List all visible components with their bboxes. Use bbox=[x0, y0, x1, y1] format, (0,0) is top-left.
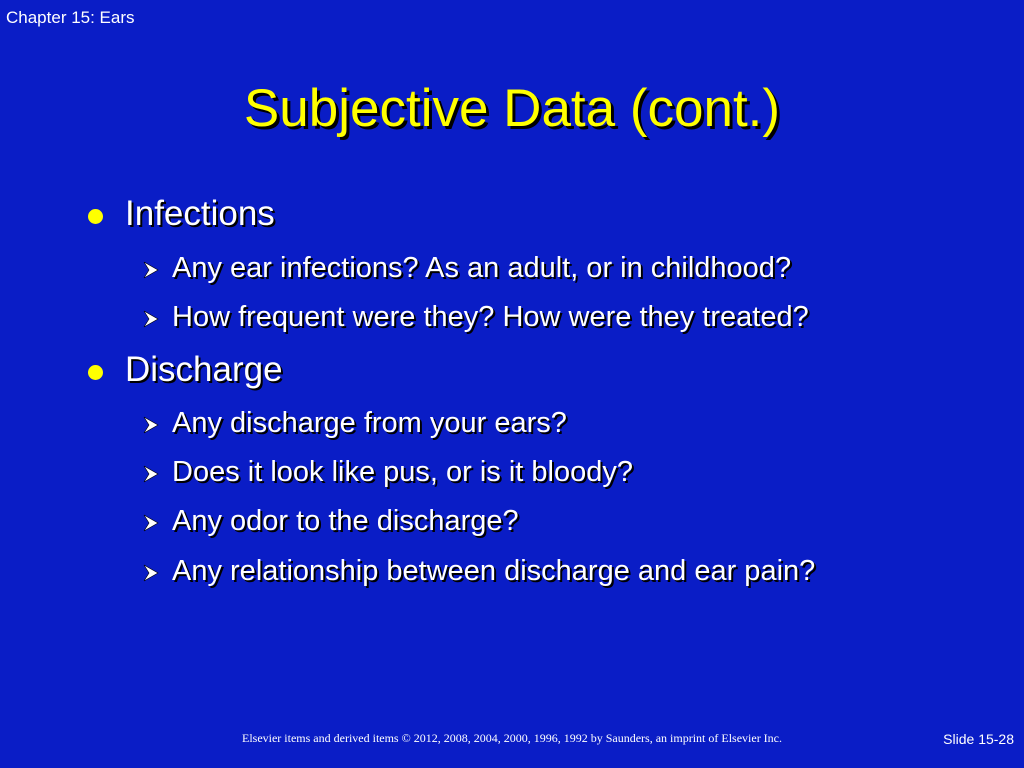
slide-title: Subjective Data (cont.) bbox=[243, 79, 781, 138]
chapter-label: Chapter 15: Ears bbox=[6, 8, 135, 27]
bullet-dot-icon bbox=[88, 209, 103, 224]
arrowhead-bullet-icon bbox=[140, 562, 162, 584]
sub-bullet bbox=[140, 503, 519, 539]
sub-bullet bbox=[140, 250, 791, 286]
arrowhead-bullet-icon bbox=[140, 414, 162, 436]
sub-bullet bbox=[140, 553, 815, 589]
arrowhead-bullet-icon bbox=[140, 512, 162, 534]
arrowhead-bullet-icon bbox=[140, 463, 162, 485]
arrowhead-bullet-icon bbox=[140, 308, 162, 330]
sub-bullet-text: Any discharge from your ears? bbox=[172, 406, 567, 439]
copyright-footer: Elsevier items and derived items © 2012, 2008, 2004, 2000, 1996, 1992 by Saunders, an imprint of Elsevier Inc. bbox=[241, 731, 783, 745]
sub-bullet bbox=[140, 405, 567, 441]
sub-bullet-text: Any ear infections? As an adult, or in childhood? bbox=[172, 251, 792, 284]
sub-bullet-text: How frequent were they? How were they treated? bbox=[172, 300, 809, 333]
sub-bullet-text: Any odor to the discharge? bbox=[172, 504, 519, 537]
arrowhead-bullet-icon bbox=[140, 259, 162, 281]
sub-bullet-text: Any relationship between discharge and ear pain? bbox=[172, 554, 816, 587]
sub-bullet bbox=[140, 299, 809, 335]
slide-number: Slide 15-28 bbox=[943, 731, 1014, 747]
bullet-discharge bbox=[88, 350, 283, 390]
sub-bullet bbox=[140, 454, 633, 490]
bullet-dot-icon bbox=[88, 365, 103, 380]
sub-bullet-text: Does it look like pus, or is it bloody? bbox=[172, 455, 633, 488]
bullet-label: Infections bbox=[125, 194, 275, 233]
bullet-label: Discharge bbox=[125, 350, 283, 389]
bullet-infections bbox=[88, 194, 275, 234]
